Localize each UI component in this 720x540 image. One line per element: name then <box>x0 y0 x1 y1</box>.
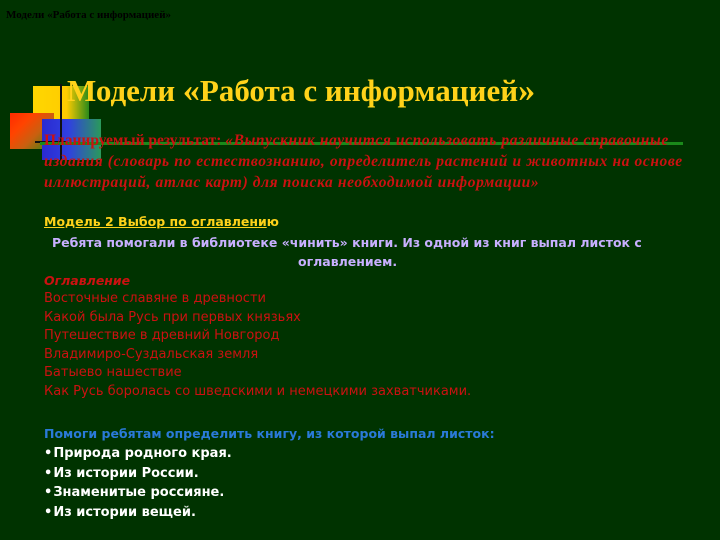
toc-item: Батыево нашествие <box>44 365 182 381</box>
planned-result-label: Планируемый результат: <box>44 132 226 149</box>
toc-item: Путешествие в древний Новгород <box>44 328 280 344</box>
planned-result <box>44 130 694 193</box>
slide-header: Модели «Работа с информацией» <box>6 9 172 21</box>
story-line-1: Ребята помогали в библиотеке «чинить» книги. Из одной из книг выпал листок с <box>52 235 642 250</box>
answer-option: • Из истории вещей. <box>44 503 232 523</box>
toc-item: Восточные славяне в древности <box>44 291 266 306</box>
answer-options <box>44 444 232 522</box>
toc-list <box>44 290 471 402</box>
story-text <box>52 233 720 271</box>
answer-option: • Из истории России. <box>44 464 232 484</box>
toc-item: Владимиро-Суздальская земля <box>44 346 259 362</box>
story-line-2: оглавлением. <box>298 254 398 269</box>
toc-title: Оглавление <box>44 273 131 288</box>
title-open-quote: « <box>182 72 200 109</box>
answer-option: • Природа родного края. <box>44 444 232 464</box>
slide-title <box>67 72 535 110</box>
toc-item: Как Русь боролась со шведскими и немецкими захватчиками. <box>44 383 472 399</box>
model-heading-link[interactable]: Модель 2 Выбор по оглавлени <box>44 214 267 229</box>
answer-option: • Знаменитые россияне. <box>44 483 232 503</box>
toc-item: Какой была Русь при первых князьях <box>44 309 301 325</box>
title-inner: Работа с информацией <box>199 73 519 108</box>
planned-result-quote: «Выпускник научится использовать различные справочные издания (словарь по естествознанию, определитель растений и животных на основе иллюстраций, атлас карт) для поиска необходимой информации» <box>44 132 683 191</box>
model-heading <box>44 214 279 229</box>
title-main: Модели <box>67 73 183 108</box>
title-close-quote: » <box>518 72 536 109</box>
question-prompt: Помоги ребятам определить книгу, из которой выпал листок: <box>44 426 495 441</box>
model-heading-rest: ю <box>266 214 279 229</box>
